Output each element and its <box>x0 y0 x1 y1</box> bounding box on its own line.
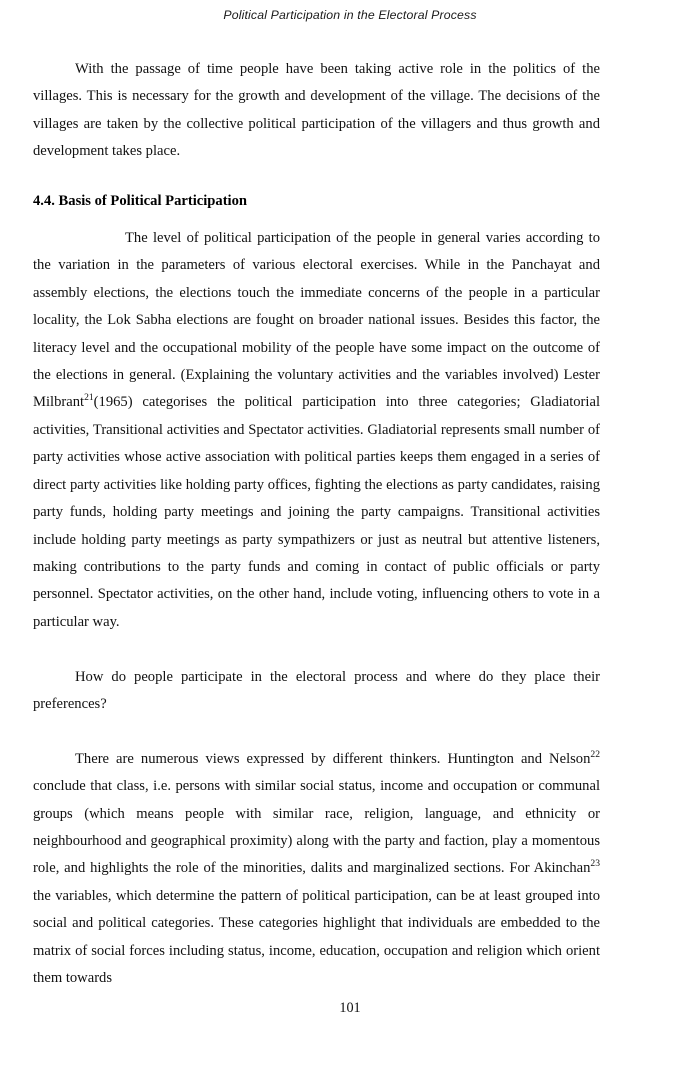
paragraph-views-of-thinkers <box>33 746 600 993</box>
paragraph-basis-of-participation <box>33 225 600 636</box>
paragraph-text-segment-d: conclude that class, i.e. persons with similar social status, income and occupation or communal groups (which means people with similar race, religion, language, and ethnicity or neighbourhood and geographical proximity) along with the party and faction, play a momentous role, and highlights the role of the minorities, dalits and marginalized sections. For Akinchan <box>33 778 600 877</box>
paragraph-text-segment-a: The level of political participation of the people in general varies according to the variation in the parameters of various electoral exercises. While in the Panchayat and assembly elections, the elections touch the immediate concerns of the people in a particular locality, the Lok Sabha elections are fought on broader national issues. Besides this factor, the literacy level and the occupational mobility of the people have some impact on the outcome of the elections in general. (Explaining the voluntary activities and the variables involved) Lester Milbrant <box>33 230 600 411</box>
section-heading-4-4: 4.4. Basis of Political Participation <box>33 192 248 209</box>
running-head: Political Participation in the Electoral Process <box>223 8 477 22</box>
footnote-ref-23: 23 <box>590 858 600 870</box>
page-number: 101 <box>339 1000 361 1016</box>
page-body <box>33 56 600 992</box>
paragraph-opening: With the passage of time people have been taking active role in the politics of the villages. This is necessary for the growth and development of the village. The decisions of the villages are taken by the collective political participation of the villagers and thus growth and development takes place. <box>33 61 600 160</box>
paragraph-text-segment-c: There are numerous views expressed by different thinkers. Huntington and Nelson <box>75 750 591 767</box>
footnote-ref-21: 21 <box>84 392 94 404</box>
paragraph-text-segment-b: (1965) categorises the political participation into three categories; Gladiatorial activities, Transitional activities and Spectator activities. Gladiatorial represents small number of party activities whose active association with political parties keeps them engaged in a series of direct party activities like holding party offices, fighting the elections as party candidates, raising party funds, holding party meetings and joining the party campaigns. Transitional activities include holding party meetings as party sympathizers or just as neutral but attentive listeners, making contributions to the party funds and coming in contact of public officials or party personnel. Spectator activities, on the other hand, include voting, influencing others to vote in a particular way. <box>33 394 600 630</box>
footnote-ref-22: 22 <box>590 748 600 760</box>
paragraph-question: How do people participate in the electoral process and where do they place their preferences? <box>33 668 600 712</box>
paragraph-text-segment-e: the variables, which determine the pattern of political participation, can be at least grouped into social and political categories. These categories highlight that individuals are embedded to the matrix of social forces including status, income, education, occupation and religion which orient them towards <box>33 887 600 986</box>
